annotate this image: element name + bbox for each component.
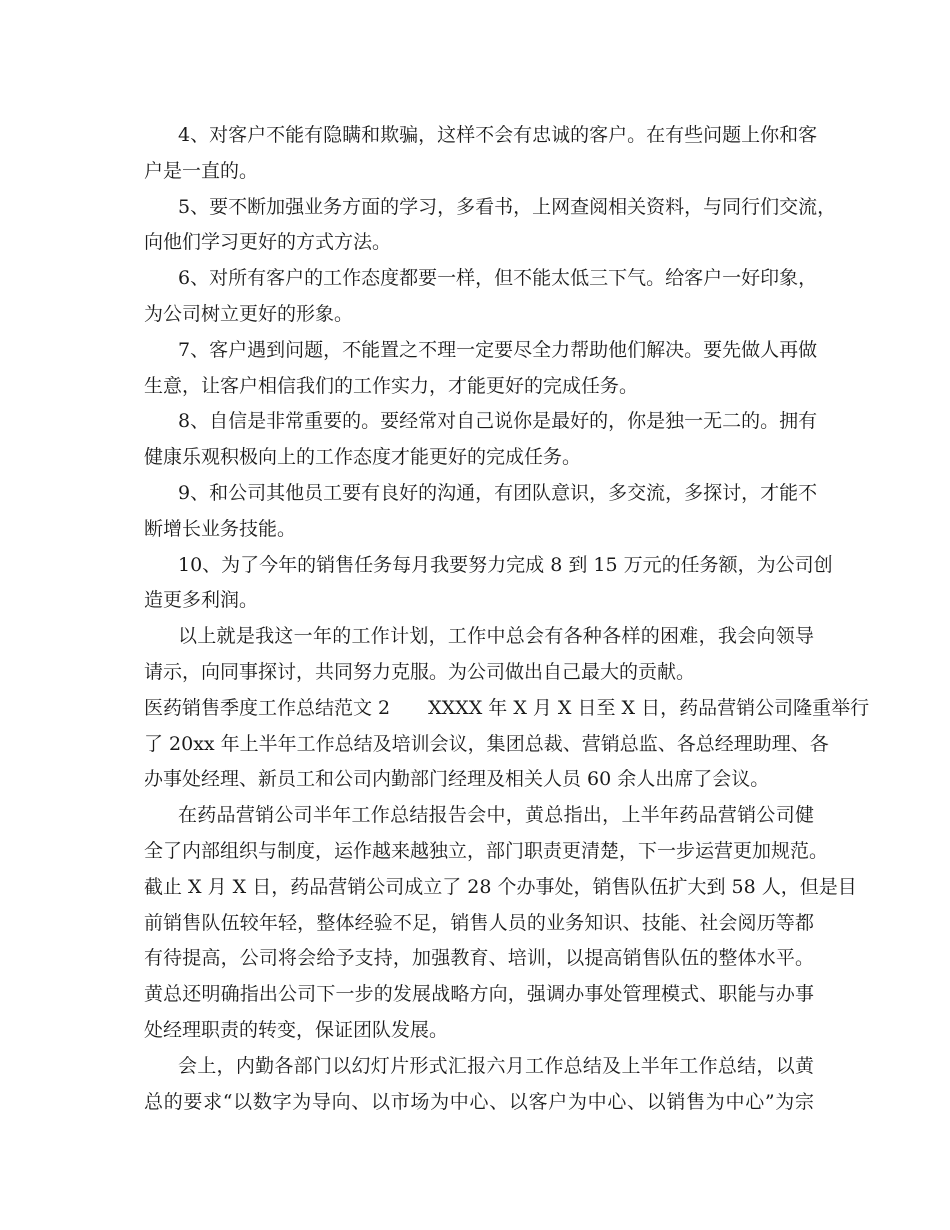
text-line: 总的要求“以数字为导向、以市场为中心、以客户为中心、以销售为中心”为宗 [144, 1090, 814, 1113]
text-line: 5、要不断加强业务方面的学习，多看书，上网查阅相关资料，与同行们交流， [178, 195, 837, 218]
text-line: 有待提高，公司将会给予支持，加强教育、培训，以提高销售队伍的整体水平。 [144, 947, 814, 970]
text-line: 6、对所有客户的工作态度都要一样，但不能太低三下气。给客户一好印象， [178, 267, 818, 290]
text-line: 10、为了今年的销售任务每月我要努力完成 8 到 15 万元的任务额，为公司创 [178, 553, 833, 576]
text-line: 生意，让客户相信我们的工作实力，才能更好的完成任务。 [144, 374, 639, 397]
text-line: 在药品营销公司半年工作总结报告会中，黄总指出，上半年药品营销公司健 [178, 804, 814, 827]
text-line: 会上，内勤各部门以幻灯片形式汇报六月工作总结及上半年工作总结，以黄 [178, 1054, 814, 1077]
text-line: 健康乐观积极向上的工作态度才能更好的完成任务。 [144, 446, 582, 469]
document-body [144, 118, 870, 1120]
text-line: 黄总还明确指出公司下一步的发展战略方向，强调办事处管理模式、职能与办事 [144, 983, 814, 1006]
text-line: 处经理职责的转变，保证团队发展。 [144, 1018, 449, 1041]
text-line: 了 20xx 年上半年工作总结及培训会议，集团总裁、营销总监、各总经理助理、各 [144, 732, 829, 755]
text-line: 向他们学习更好的方式方法。 [144, 231, 392, 254]
text-line: 8、自信是非常重要的。要经常对自己说你是最好的，你是独一无二的。拥有 [178, 410, 818, 433]
text-line: 全了内部组织与制度，运作越来越独立，部门职责更清楚，下一步运营更加规范。 [144, 839, 829, 862]
text-line: 医药销售季度工作总结范文 2 XXXX 年 X 月 X 日至 X 日，药品营销公司隆重举行 [144, 696, 870, 719]
text-line: 为公司树立更好的形象。 [144, 302, 354, 325]
text-line: 前销售队伍较年轻，整体经验不足，销售人员的业务知识、技能、社会阅历等都 [144, 911, 814, 934]
text-line: 7、客户遇到问题，不能置之不理一定要尽全力帮助他们解决。要先做人再做 [178, 338, 818, 361]
text-line: 户是一直的。 [144, 159, 259, 182]
text-line: 以上就是我这一年的工作计划，工作中总会有各种各样的困难，我会向领导 [178, 625, 814, 648]
text-line: 请示，向同事探讨，共同努力克服。为公司做出自己最大的贡献。 [144, 660, 696, 683]
text-line: 造更多利润。 [144, 589, 259, 612]
text-line: 截止 X 月 X 日，药品营销公司成立了 28 个办事处，销售队伍扩大到 58 人，但是目 [144, 875, 857, 898]
text-line: 9、和公司其他员工要有良好的沟通，有团队意识，多交流，多探讨，才能不 [178, 481, 818, 504]
text-line: 断增长业务技能。 [144, 517, 297, 540]
text-line: 4、对客户不能有隐瞒和欺骗，这样不会有忠诚的客户。在有些问题上你和客 [178, 124, 818, 146]
text-line: 办事处经理、新员工和公司内勤部门经理及相关人员 60 余人出席了会议。 [144, 768, 770, 791]
